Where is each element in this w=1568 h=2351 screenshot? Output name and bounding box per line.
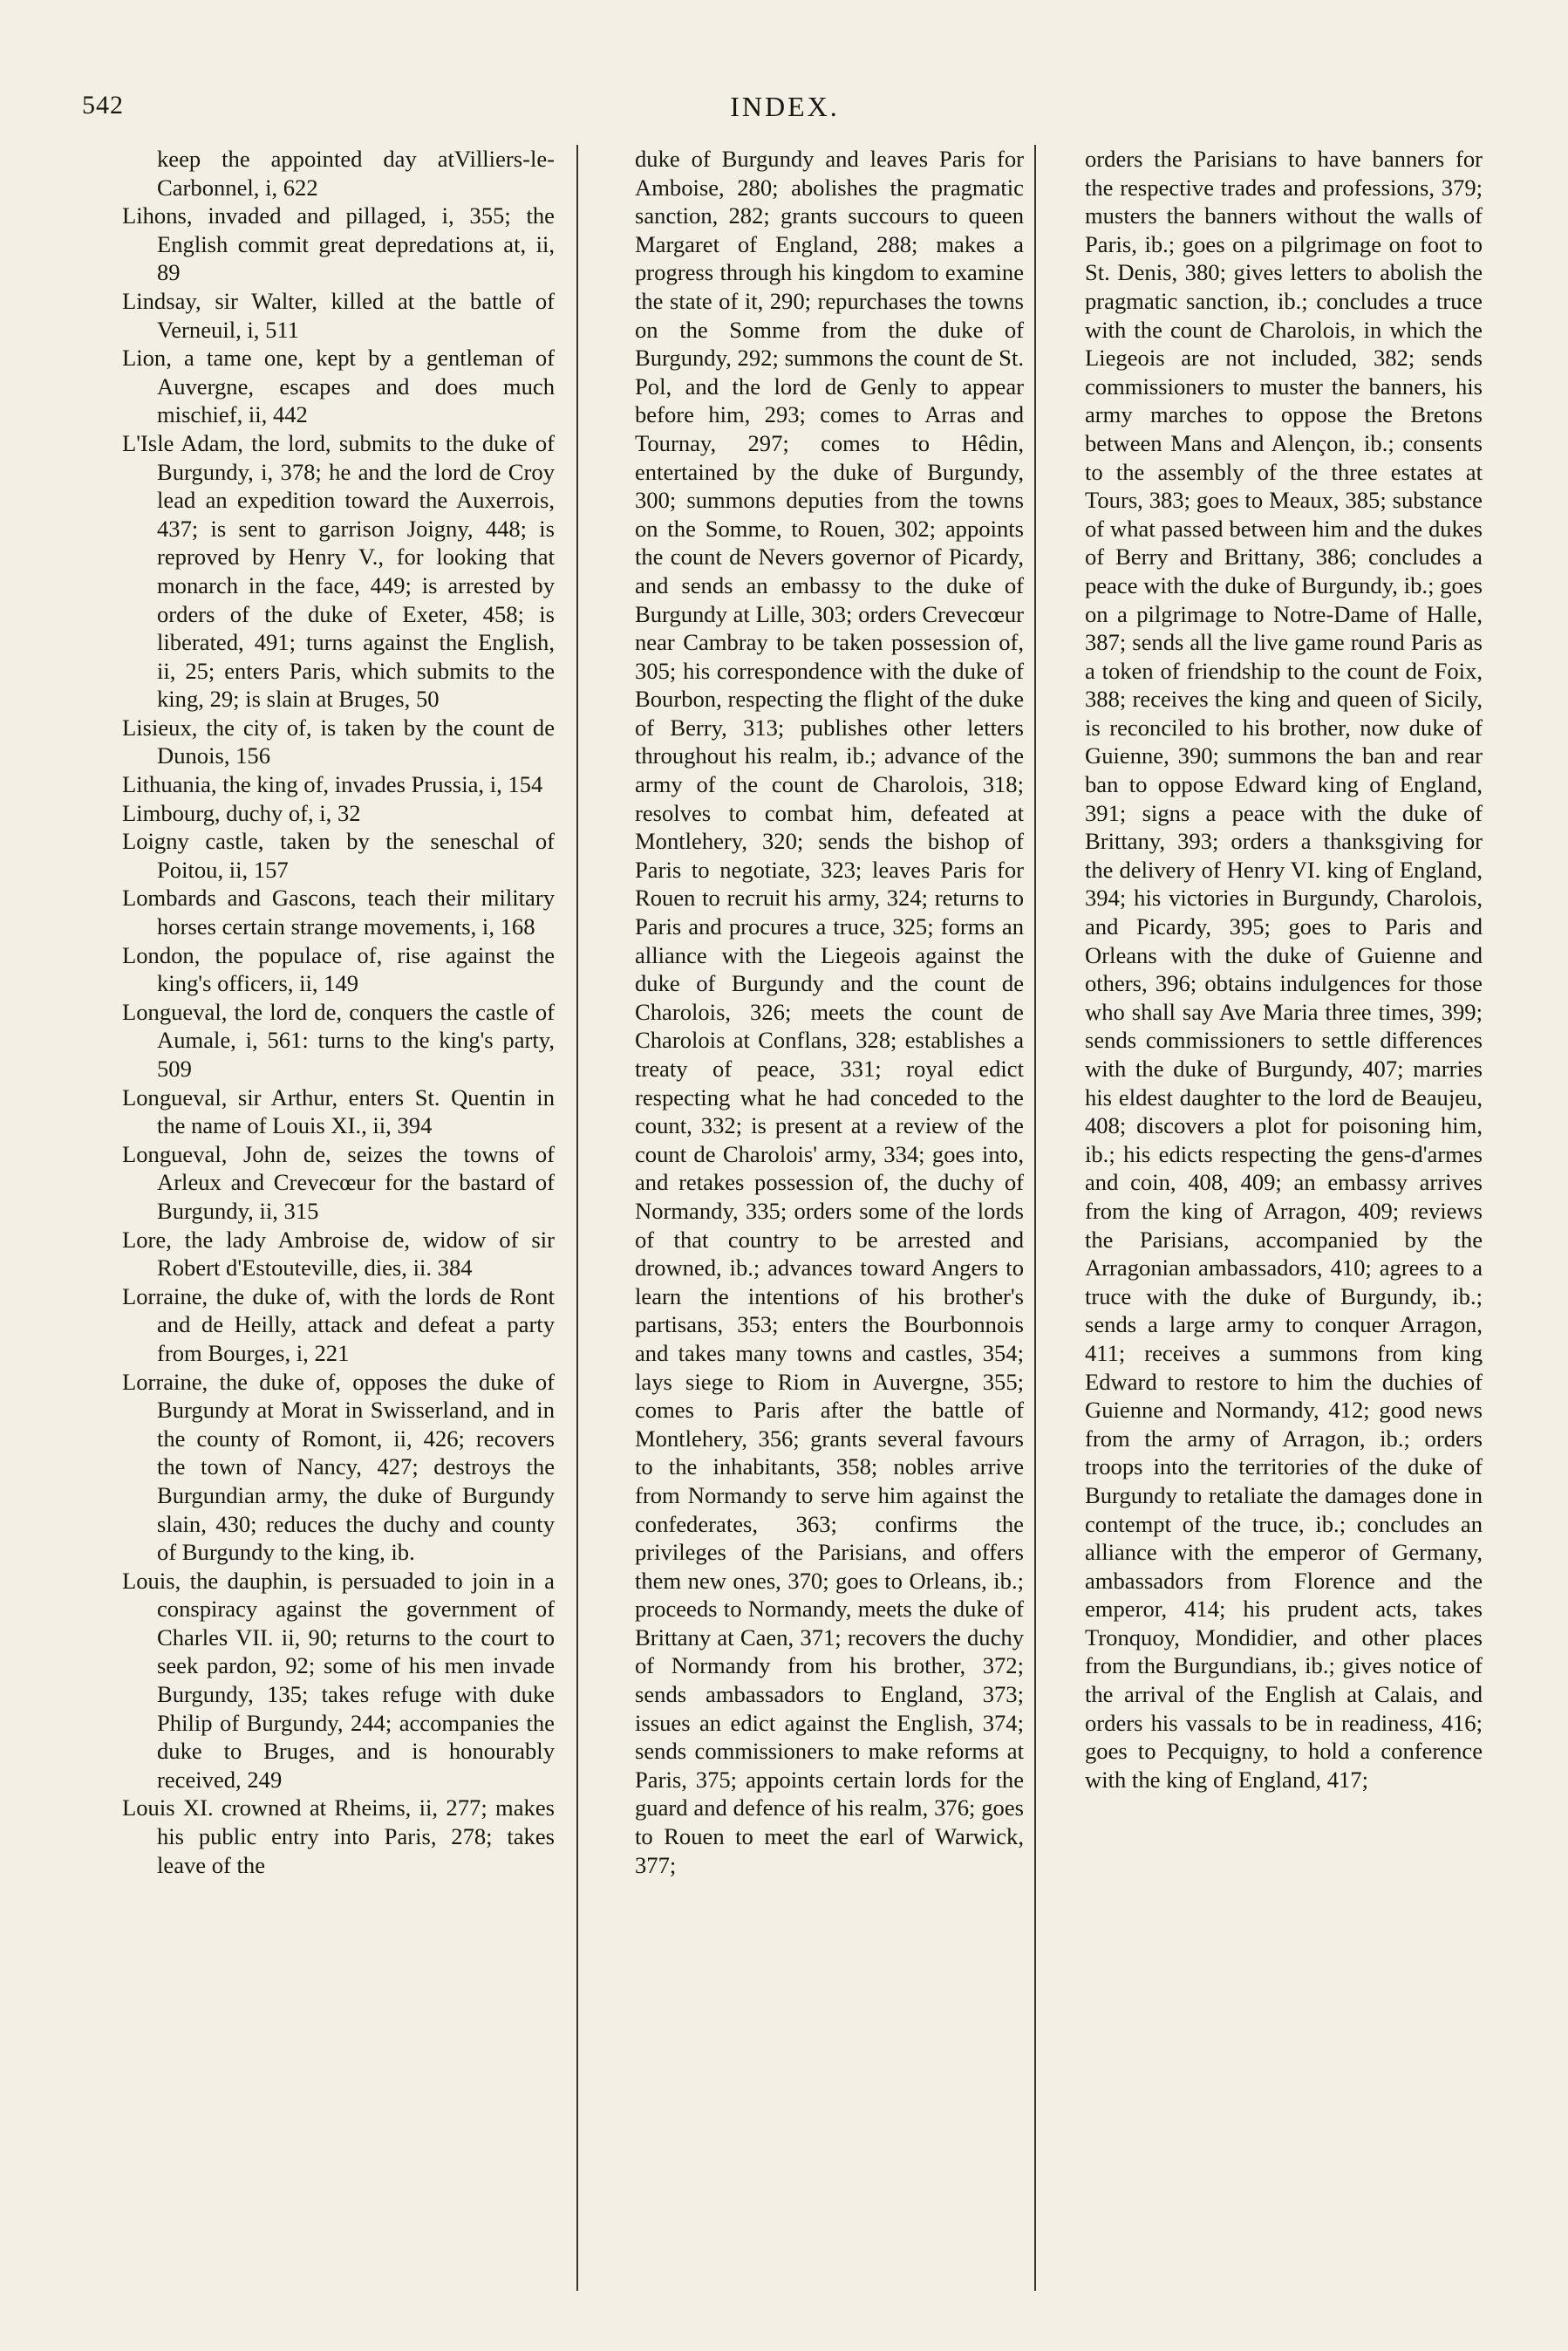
index-entry: Longueval, the lord de, conquers the castle of Aumale, i, 561: turns to the king's party, 509: [122, 998, 555, 1082]
index-entry: L'Isle Adam, the lord, submits to the duke of Burgundy, i, 378; he and the lord de Croy lead an expedition toward the Auxerrois, 437; is sent to garrison Joigny, 448; is reproved by Henry V., for looking that monarch in the face, 449; is arrested by orders of the duke of Exeter, 458; is liberated, 491; turns against the English, ii, 25; enters Paris, which submits to the king, 29; is slain at Bruges, 50: [122, 429, 555, 713]
page-number: 542: [82, 91, 124, 120]
index-entry: duke of Burgundy and leaves Paris for Amboise, 280; abolishes the pragmatic sanction, 282; grants succours to queen Margaret of England, 288; makes a progress through his kingdom to examine the state of it, 290; repurchases the towns on the Somme from the duke of Burgundy, 292; summons the count de St. Pol, and the lord de Genly to appear before him, 293; comes to Arras and Tournay, 297; comes to Hêdin, entertained by the duke of Burgundy, 300; summons deputies from the towns on the Somme, to Rouen, 302; appoints the count de Nevers governor of Picardy, and sends an embassy to the duke of Burgundy at Lille, 303; orders Crevecœur near Cambray to be taken possession of, 305; his correspondence with the duke of Bourbon, respecting the flight of the duke of Berry, 313; publishes other letters throughout his realm, ib.; advance of the army of the count de Charolois, 318; resolves to combat him, defeated at Montlehery, 320; sends the bishop of Paris to negotiate, 323; leaves Paris for Rouen to recruit his army, 324; returns to Paris and procures a truce, 325; forms an alliance with the Liegeois against the duke of Burgundy and the count de Charolois, 326; meets the count de Charolois at Conflans, 328; establishes a treaty of peace, 331; royal edict respecting what he had conceded to the count, 332; is present at a review of the count de Charolois' army, 334; goes into, and retakes possession of, the duchy of Normandy, 335; orders some of the lords of that country to be arrested and drowned, ib.; advances toward Angers to learn the intentions of his brother's partisans, 353; enters the Bourbonnois and takes many towns and castles, 354; lays siege to Riom in Auvergne, 355; comes to Paris after the battle of Montlehery, 356; grants several favours to the inhabitants, 358; nobles arrive from Normandy to serve him against the confederates, 363; confirms the privileges of the Parisians, and offers them new ones, 370; goes to Orleans, ib.; proceeds to Normandy, meets the duke of Brittany at Caen, 371; recovers the duchy of Normandy from his brother, 372; sends ambassadors to England, 373; issues an edict against the English, 374; sends commissioners to make reforms at Paris, 375; appoints certain lords for the guard and defence of his realm, 376; goes to Rouen to meet the earl of Warwick, 377;: [635, 146, 1024, 1878]
index-entry: Louis, the dauphin, is persuaded to join in a conspiracy against the government of Charles VII. ii, 90; returns to the court to seek pardon, 92; some of his men invade Burgundy, 135; takes refuge with duke Philip of Burgundy, 244; accompanies the duke to Bruges, and is honourably received, 249: [122, 1567, 555, 1793]
index-entry: Lorraine, the duke of, with the lords de Ront and de Heilly, attack and defeat a party from Bourges, i, 221: [122, 1282, 555, 1366]
index-entry: Longueval, sir Arthur, enters St. Quentin in the name of Louis XI., ii, 394: [122, 1083, 555, 1139]
running-head: INDEX.: [730, 91, 840, 122]
index-entry: London, the populace of, rise against the king's officers, ii, 149: [122, 941, 555, 997]
index-entry: Lindsay, sir Walter, killed at the battle of Verneuil, i, 511: [122, 287, 555, 343]
index-entry: Lion, a tame one, kept by a gentleman of Auvergne, escapes and does much mischief, ii, 442: [122, 345, 555, 428]
index-entry: Lombards and Gascons, teach their military horses certain strange movements, i, 168: [122, 885, 555, 940]
index-entry: orders the Parisians to have banners for the respective trades and professions, 379; musters the banners without the walls of Paris, ib.; goes on a pilgrimage on foot to St. Denis, 380; gives letters to abolish the pragmatic sanction, ib.; concludes a truce with the count de Charolois, in which the Liegeois are not included, 382; sends commissioners to muster the banners, his army marches to oppose the Bretons between Mans and Alençon, ib.; consents to the assembly of the three estates at Tours, 383; goes to Meaux, 385; substance of what passed between him and the dukes of Berry and Brittany, 386; concludes a peace with the duke of Burgundy, ib.; goes on a pilgrimage to Notre-Dame of Halle, 387; sends all the live game round Paris as a token of friendship to the count de Foix, 388; receives the king and queen of Sicily, is reconciled to his brother, now duke of Guienne, 390; summons the ban and rear ban to oppose Edward king of England, 391; signs a peace with the duke of Brittany, 393; orders a thanksgiving for the delivery of Henry VI. king of England, 394; his victories in Burgundy, Charolois, and Picardy, 395; goes to Paris and Orleans with the duke of Guienne and others, 396; obtains indulgences for those who shall say Ave Maria three times, 399; sends commissioners to settle differences with the duke of Burgundy, 407; marries his eldest daughter to the lord de Beaujeu, 408; discovers a plot for poisoning him, ib.; his edicts respecting the gens-d'armes and coin, 408, 409; an embassy arrives from the king of Arragon, 409; reviews the Parisians, accompanied by the Arragonian ambassadors, 410; agrees to a truce with the duke of Burgundy, ib.; sends a large army to conquer Arragon, 411; receives a summons from king Edward to restore to him the duchies of Guienne and Normandy, 412; good news from the army of Arragon, ib.; orders troops into the territories of the duke of Burgundy to retaliate the damages done in contempt of the truce, ib.; concludes an alliance with the emperor of Germany, ambassadors from Florence and the emperor, 414; his prudent acts, takes Tronquoy, Mondidier, and other places from the Burgundians, ib.; gives notice of the arrival of the English at Calais, and orders his vassals to be in readiness, 416; goes to Pecquigny, to hold a conference with the king of England, 417;: [1085, 146, 1483, 1793]
index-entry: Lore, the lady Ambroise de, widow of sir Robert d'Estouteville, dies, ii. 384: [122, 1226, 555, 1281]
index-entry: keep the appointed day atVilliers-le-Carbonnel, i, 622: [157, 146, 555, 201]
index-entry: Lithuania, the king of, invades Prussia, i, 154: [122, 771, 543, 798]
index-entry: Lorraine, the duke of, opposes the duke of Burgundy at Morat in Swisserland, and in the county of Romont, ii, 426; recovers the town of Nancy, 427; destroys the Burgundian army, the duke of Burgundy slain, 430; reduces the duchy and county of Burgundy to the king, ib.: [122, 1368, 555, 1566]
index-column-3: [1050, 145, 1483, 1794]
index-entry: Lisieux, the city of, is taken by the count de Dunois, 156: [122, 714, 555, 769]
column-divider: [1034, 145, 1036, 2291]
index-entry: Loigny castle, taken by the seneschal of Poitou, ii, 157: [122, 828, 555, 883]
column-divider: [576, 145, 578, 2291]
index-entry: Longueval, John de, seizes the towns of Arleux and Crevecœur for the bastard of Burgundy, ii, 315: [122, 1140, 555, 1224]
page-header: [82, 91, 1488, 126]
index-entry: Louis XI. crowned at Rheims, ii, 277; makes his public entry into Paris, 278; takes leave of the: [122, 1794, 555, 1878]
index-column-1: [122, 145, 555, 1879]
index-column-2: [600, 145, 1024, 1879]
index-entry: Limbourg, duchy of, i, 32: [122, 799, 361, 826]
index-entry: Lihons, invaded and pillaged, i, 355; the English commit great depredations at, ii, 89: [122, 202, 555, 286]
